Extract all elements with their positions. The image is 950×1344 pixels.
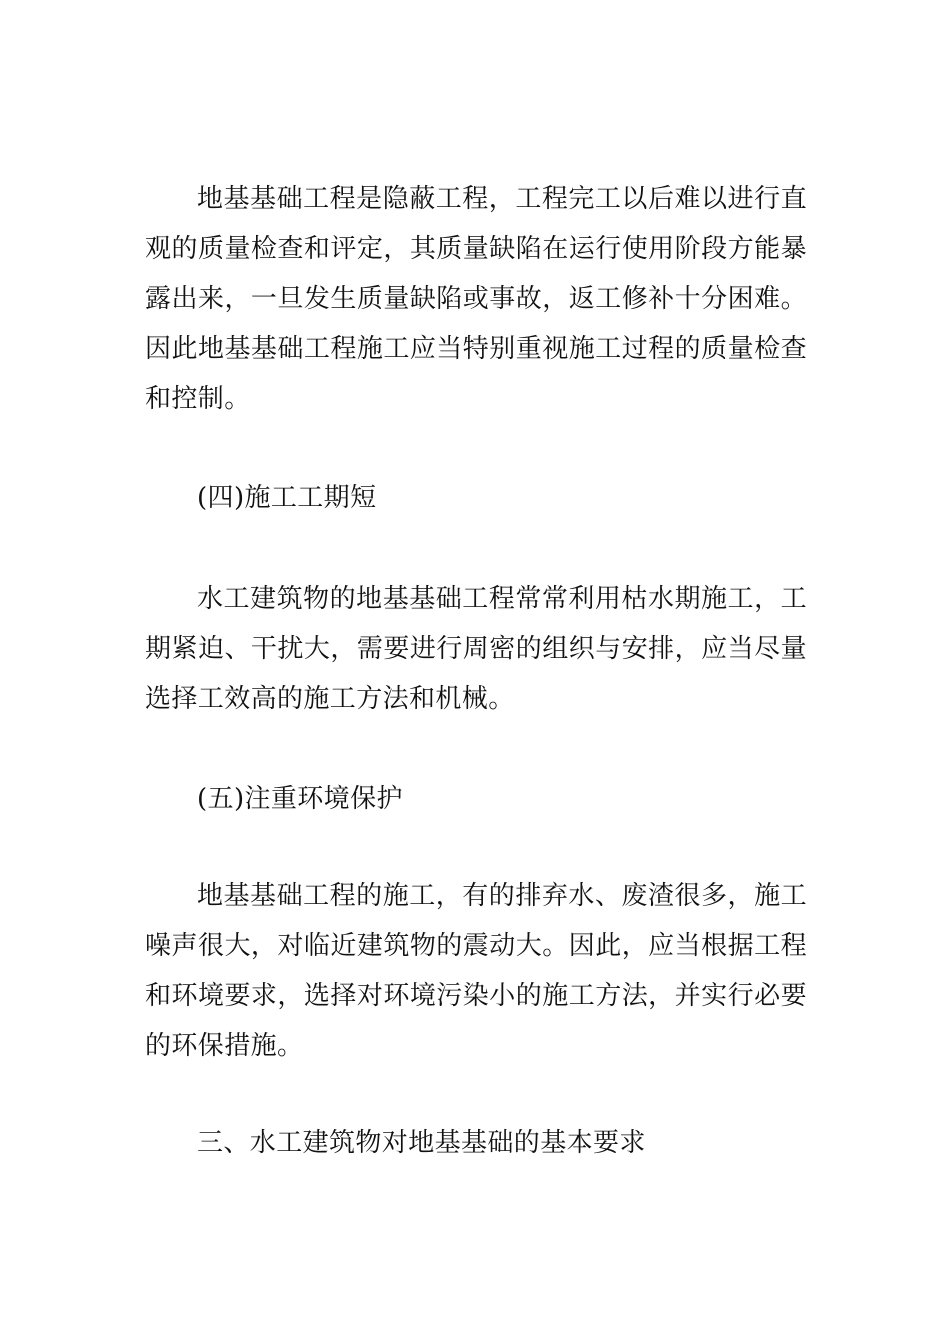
heading-environmental-protection: (五)注重环境保护: [197, 784, 403, 814]
heading-short-construction-period: (四)施工工期短: [197, 483, 377, 513]
paragraph-environment-impact: 地基基础工程的施工，有的排弃水、废渣很多，施工噪声很大，对临近建筑物的震动大。因此，应当根据工程和环境要求，选择对环境污染小的施工方法，并实行必要的环保措施。: [145, 881, 807, 1061]
section-heading-foundation-requirements: 三、水工建筑物对地基基础的基本要求: [197, 1128, 646, 1158]
paragraph-dry-season-construction: 水工建筑物的地基基础工程常常利用枯水期施工，工期紧迫、干扰大，需要进行周密的组织与安排，应当尽量选择工效高的施工方法和机械。: [145, 584, 807, 714]
paragraph-concealed-works: 地基基础工程是隐蔽工程，工程完工以后难以进行直观的质量检查和评定，其质量缺陷在运行使用阶段方能暴露出来，一旦发生质量缺陷或事故，返工修补十分困难。因此地基基础工程施工应当特别重视施工过程的质量检查和控制。: [145, 184, 807, 414]
